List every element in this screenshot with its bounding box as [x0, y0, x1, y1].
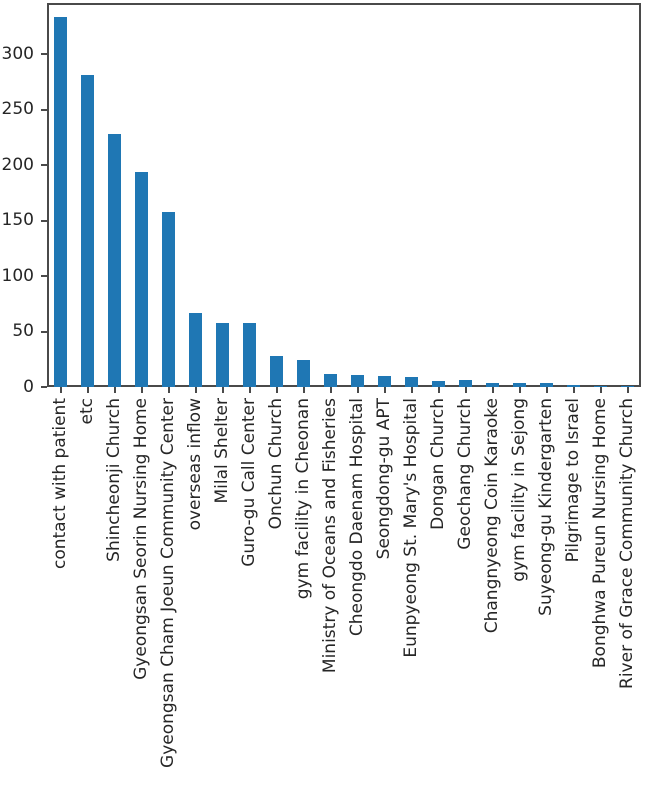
x-axis-tick — [114, 387, 116, 393]
bar — [108, 134, 122, 387]
x-tick-label: Pilgrimage to Israel — [563, 398, 583, 563]
bar — [216, 323, 230, 387]
bar — [459, 380, 473, 387]
bar — [270, 356, 284, 387]
y-axis-tick — [41, 220, 47, 222]
y-tick-label: 100 — [1, 265, 34, 286]
y-axis-tick — [41, 109, 47, 111]
bar — [405, 377, 419, 387]
x-axis-tick — [573, 387, 575, 393]
bar — [54, 17, 68, 387]
x-tick-label: Cheongdo Daenam Hospital — [347, 398, 367, 637]
x-axis-tick — [492, 387, 494, 393]
x-tick-label: gym facility in Cheonan — [293, 398, 313, 600]
x-axis-tick — [195, 387, 197, 393]
x-axis-tick — [357, 387, 359, 393]
x-axis-tick — [303, 387, 305, 393]
x-axis-tick — [249, 387, 251, 393]
x-tick-label: Dongan Church — [428, 398, 448, 530]
y-tick-label: 250 — [1, 99, 34, 120]
x-axis-tick — [627, 387, 629, 393]
x-axis-tick — [600, 387, 602, 393]
x-axis-tick — [411, 387, 413, 393]
x-tick-label: Milal Shelter — [212, 398, 232, 504]
x-axis-tick — [87, 387, 89, 393]
x-tick-label: Onchun Church — [266, 398, 286, 530]
y-axis-tick — [41, 164, 47, 166]
bar — [297, 360, 311, 387]
bar — [324, 374, 338, 387]
x-axis-tick — [141, 387, 143, 393]
x-axis-tick — [384, 387, 386, 393]
bar — [189, 313, 203, 387]
y-axis-tick — [41, 275, 47, 277]
x-tick-label: Bonghwa Pureun Nursing Home — [590, 398, 610, 669]
x-tick-label: Ministry of Oceans and Fisheries — [320, 398, 340, 674]
bar — [351, 375, 365, 387]
y-axis-tick — [41, 53, 47, 55]
x-axis-tick — [168, 387, 170, 393]
y-tick-label: 50 — [12, 321, 34, 341]
bar — [162, 212, 176, 387]
x-tick-label: Guro-gu Call Center — [239, 398, 259, 567]
x-tick-label: Gyeongsan Cham Joeun Community Center — [158, 398, 178, 768]
x-tick-label: River of Grace Community Church — [617, 398, 637, 689]
x-tick-label: contact with patient — [50, 398, 70, 569]
x-tick-label: Suyeong-gu Kindergarten — [536, 398, 556, 616]
x-axis-tick — [330, 387, 332, 393]
x-tick-label: Seongdong-gu APT — [374, 398, 394, 560]
x-axis-tick — [546, 387, 548, 393]
y-tick-label: 300 — [1, 43, 34, 64]
x-tick-label: Eunpyeong St. Mary's Hospital — [401, 398, 421, 658]
x-axis-tick — [222, 387, 224, 393]
x-axis-tick — [276, 387, 278, 393]
x-tick-label: Gyeongsan Seorin Nursing Home — [131, 398, 151, 680]
bar — [243, 323, 257, 387]
y-tick-label: 0 — [23, 376, 34, 397]
x-tick-label: gym facility in Sejong — [509, 398, 529, 582]
y-tick-label: 150 — [1, 210, 34, 231]
y-axis-tick — [41, 386, 47, 388]
x-axis-tick — [465, 387, 467, 393]
x-tick-label: Geochang Church — [455, 398, 475, 550]
x-axis-tick — [60, 387, 62, 393]
x-tick-label: etc — [77, 398, 97, 425]
bar — [135, 172, 149, 387]
y-axis-tick — [41, 331, 47, 333]
y-tick-label: 200 — [1, 154, 34, 175]
x-tick-label: Changnyeong Coin Karaoke — [482, 398, 502, 634]
x-tick-label: overseas inflow — [185, 398, 205, 531]
x-axis-tick — [438, 387, 440, 393]
x-tick-label: Shincheonji Church — [104, 398, 124, 562]
bar — [378, 376, 392, 387]
bar — [81, 75, 95, 387]
x-axis-tick — [519, 387, 521, 393]
